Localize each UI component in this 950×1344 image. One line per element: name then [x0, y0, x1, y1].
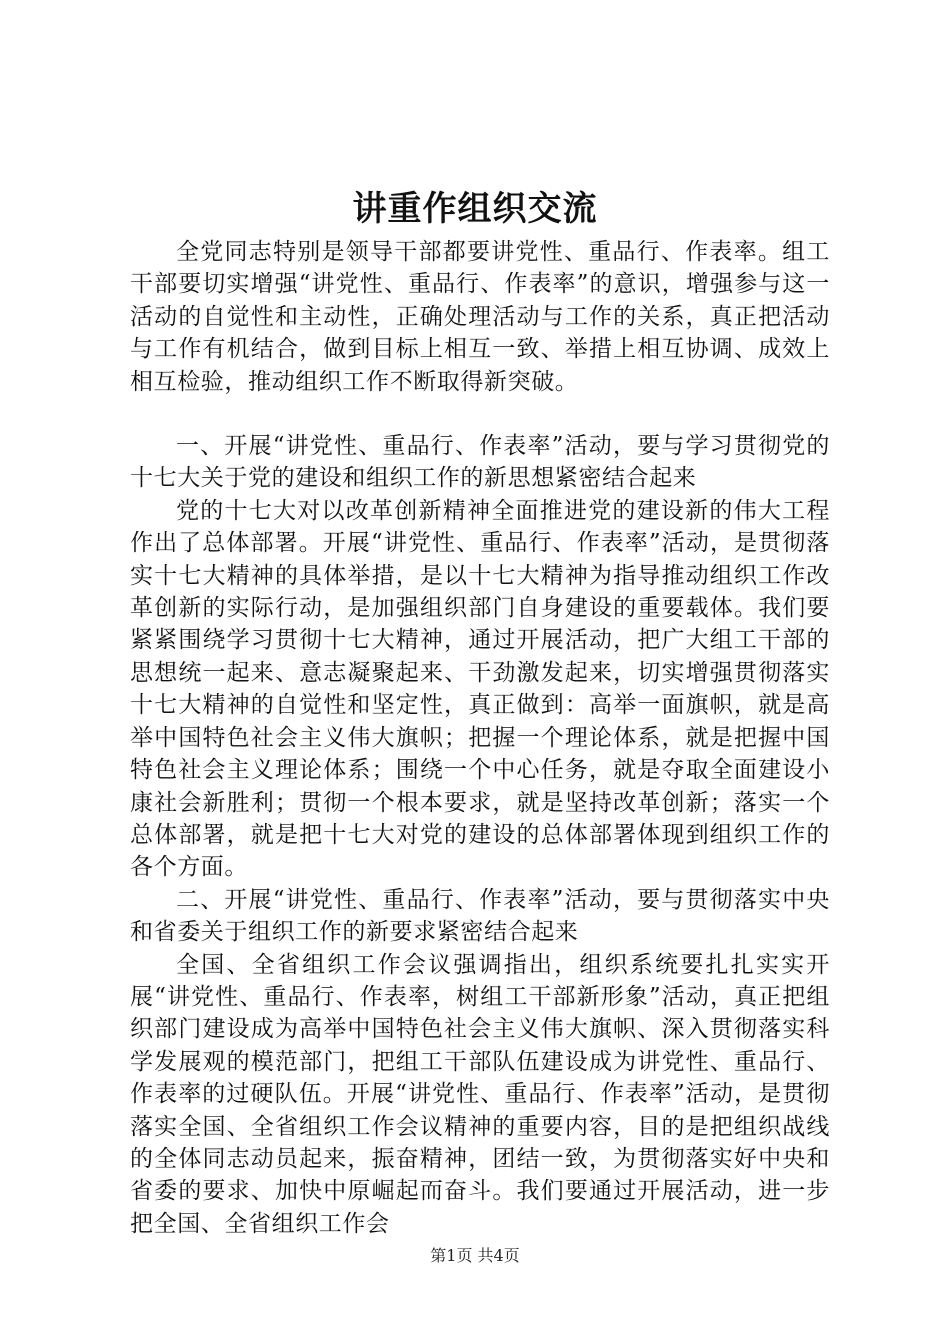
document-body — [130, 236, 830, 1240]
document-title: 讲重作组织交流 — [352, 189, 598, 229]
paragraph-intro: 全党同志特别是领导干部都要讲党性、重品行、作表率。组工干部要切实增强“讲党性、重品行、作表率”的意识，增强参与这一活动的自觉性和主动性，正确处理活动与工作的关系，真正把活动与工作有机结合，做到目标上相互一致、举措上相互协调、成效上相互检验，推动组织工作不断取得新突破。 — [130, 239, 830, 395]
paragraph-heading-1: 一、开展“讲党性、重品行、作表率”活动，要与学习贯彻党的十七大关于党的建设和组织工作的新思想紧密结合起来 — [130, 433, 830, 492]
paragraph-heading-2: 二、开展“讲党性、重品行、作表率”活动，要与贯彻落实中央和省委关于组织工作的新要求紧密结合起来 — [130, 886, 830, 946]
page-number-footer: 第1页 共4页 — [430, 1246, 520, 1265]
paragraph-section-2: 全国、全省组织工作会议强调指出，组织系统要扎扎实实开展“讲党性、重品行、作表率，树组工干部新形象”活动，真正把组织部门建设成为高举中国特色社会主义伟大旗帜、深入贯彻落实科学发展观的模范部门，把组工干部队伍建设成为讲党性、重品行、作表率的过硬队伍。开展“讲党性、重品行、作表率”活动，是贯彻落实全国、全省组织工作会议精神的重要内容，目的是把组织战线的全体同志动员起来，振奋精神，团结一致，为贯彻落实好中央和省委的要求、加快中原崛起而奋斗。我们要通过开展活动，进一步把全国、全省组织工作会 — [130, 951, 830, 1237]
paragraph-section-1: 党的十七大对以改革创新精神全面推进党的建设新的伟大工程作出了总体部署。开展“讲党性、重品行、作表率”活动，是贯彻落实十七大精神的具体举措，是以十七大精神为指导推动组织工作改革创新的实际行动，是加强组织部门自身建设的重要载体。我们要紧紧围绕学习贯彻十七大精神，通过开展活动，把广大组工干部的思想统一起来、意志凝聚起来、干劲激发起来，切实增强贯彻落实十七大精神的自觉性和坚定性，真正做到：高举一面旗帜，就是高举中国特色社会主义伟大旗帜；把握一个理论体系，就是把握中国特色社会主义理论体系；围绕一个中心任务，就是夺取全面建设小康社会新胜利；贯彻一个根本要求，就是坚持改革创新；落实一个总体部署，就是把十七大对党的建设的总体部署体现到组织工作的各个方面。 — [130, 497, 830, 881]
